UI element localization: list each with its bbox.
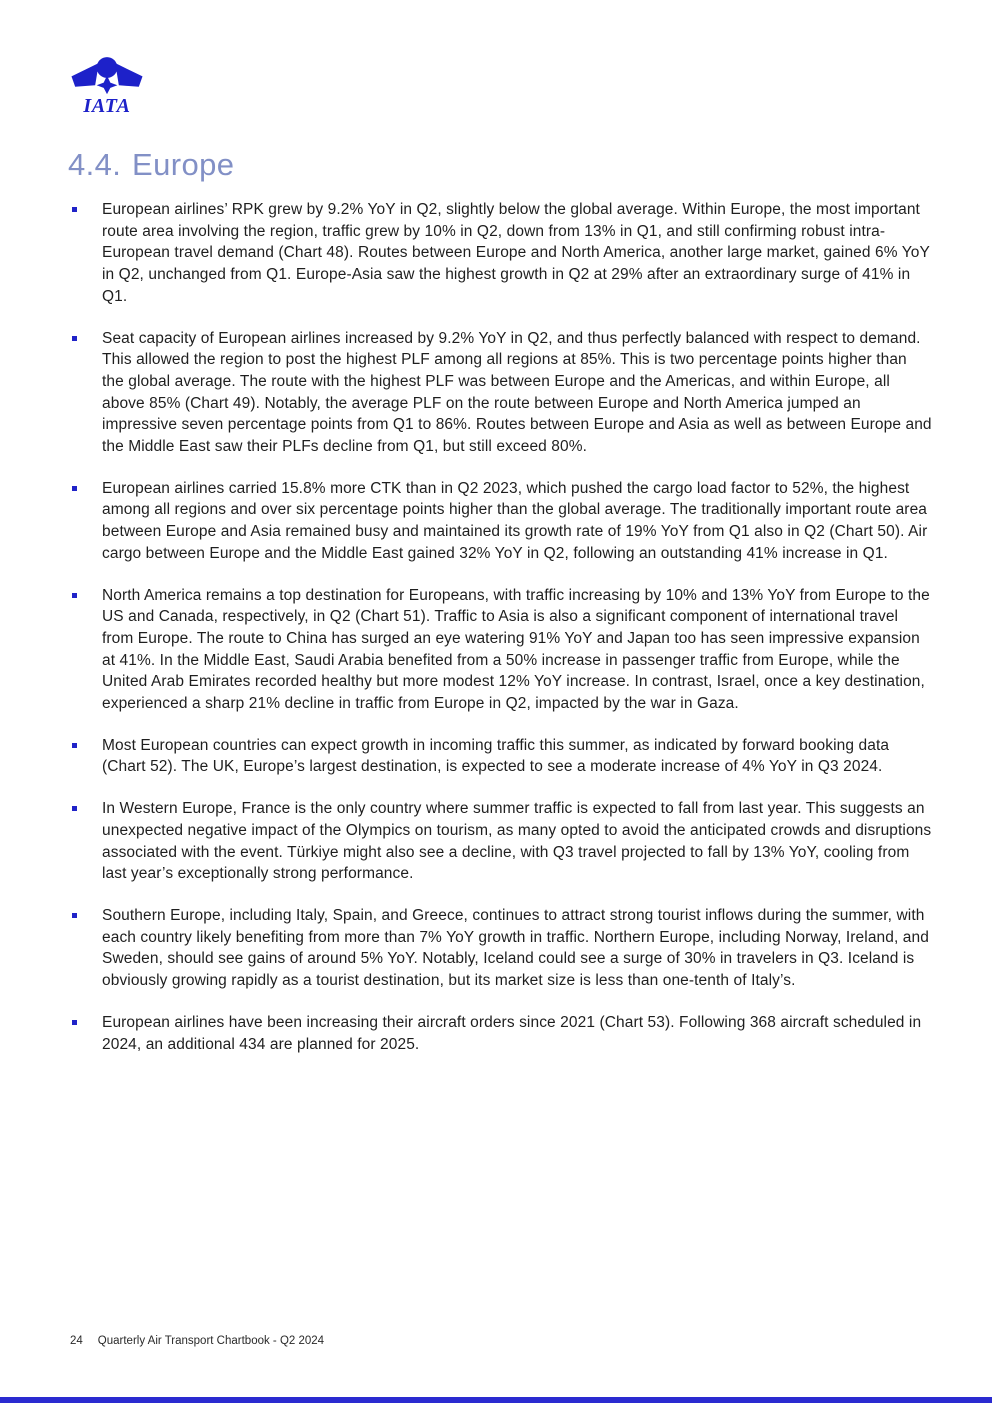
bullet-paragraph: In Western Europe, France is the only country where summer traffic is expected to fall from last year. This suggests an unexpected negative impact of the Olympics on tourism, as many opted to avoid the anticipated crowds and disruptions associated with the event. Türkiye might also see a decline, with Q3 travel projected to fall by 13% YoY, cooling from last year’s exceptionally strong performance. [102,800,932,883]
bullet-paragraph: North America remains a top destination for Europeans, with traffic increasing by 10% and 13% YoY from Europe to the US and Canada, respectively, in Q2 (Chart 51). Traffic to Asia is also a significant component of international travel from Europe. The route to China has surged an eye watering 91% YoY and Japan too has seen impressive expansion at 41%. In the Middle East, Saudi Arabia benefited from a 50% increase in passenger traffic from Europe, while the United Arab Emirates recorded healthy but more modest 12% YoY increase. In contrast, Israel, once a key destination, experienced a sharp 21% decline in traffic from Europe in Q2, impacted by the war in Gaza. [102,586,930,713]
list-item [70,905,932,992]
bullet-square-icon [72,593,77,598]
bullet-list [70,199,932,1075]
iata-wordmark: IATA [83,94,131,116]
bullet-square-icon [72,207,77,212]
bullet-square-icon [72,913,77,918]
bullet-paragraph: European airlines’ RPK grew by 9.2% YoY in Q2, slightly below the global average. Within Europe, the most important route area involving the region, traffic grew by 10% in Q2, down from 13% in Q1, and still confirming robust intra-European travel demand (Chart 48). Routes between Europe and North America, another large market, gained 6% YoY in Q2, unchanged from Q1. Europe-Asia saw the highest growth in Q2 at 29% after an extraordinary surge of 41% in Q1. [102,201,930,305]
section-title: Europe [132,147,235,182]
footer-title: Quarterly Air Transport Chartbook - Q2 2024 [97,1335,325,1347]
bullet-paragraph: European airlines have been increasing their aircraft orders since 2021 (Chart 53). Following 368 aircraft scheduled in 2024, an additional 434 are planned for 2025. [102,1013,922,1053]
page-title [68,147,234,183]
bullet-paragraph: Most European countries can expect growth in incoming traffic this summer, as indicated by forward booking data (Chart 52). The UK, Europe’s largest destination, is expected to see a moderate increase of 4% YoY in Q3 2024. [102,736,890,776]
bottom-accent-bar [0,1397,992,1403]
bullet-paragraph: European airlines carried 15.8% more CTK than in Q2 2023, which pushed the cargo load factor to 52%, the highest among all regions and over six percentage points higher than the global average. The traditionally important route area between Europe and Asia remained busy and maintained its growth rate of 19% YoY from Q1 also in Q2 (Chart 50). Air cargo between Europe and the Middle East gained 32% YoY in Q2, following an outstanding 41% increase in Q1. [102,479,928,562]
list-item [70,798,932,885]
page-footer [70,1335,324,1347]
bullet-square-icon [72,486,77,491]
list-item [70,328,932,458]
list-item [70,585,932,715]
bullet-square-icon [72,806,77,811]
list-item [70,735,932,778]
list-item [70,1012,932,1055]
bullet-paragraph: Southern Europe, including Italy, Spain, and Greece, continues to attract strong tourist inflows during the summer, with each country likely benefiting from more than 7% YoY growth in traffic. Northern Europe, including Norway, Ireland, and Sweden, should see gains of around 5% YoY. Notably, Iceland could see a surge of 30% in travelers in Q3. Iceland is obviously growing rapidly as a tourist destination, but its market size is less than one-tenth of Italy’s. [102,906,929,990]
iata-logo [70,56,144,116]
page-number: 24 [70,1335,83,1347]
section-number: 4.4. [68,147,122,182]
bullet-paragraph: Seat capacity of European airlines increased by 9.2% YoY in Q2, and thus perfectly balanced with respect to demand. This allowed the region to post the highest PLF among all regions at 85%. This is two percentage points higher than the global average. The route with the highest PLF was between Europe and the Americas, and within Europe, all above 85% (Chart 49). Notably, the average PLF on the route between Europe and North America jumped an impressive seven percentage points from Q1 to 86%. Routes between Europe and Asia as well as between Europe and the Middle East saw their PLFs decline from Q1, but still exceed 80%. [102,329,932,456]
bullet-square-icon [72,743,77,748]
bullet-square-icon [72,1020,77,1025]
iata-logo-icon [70,56,144,116]
bullet-square-icon [72,336,77,341]
list-item [70,478,932,565]
list-item [70,199,932,308]
